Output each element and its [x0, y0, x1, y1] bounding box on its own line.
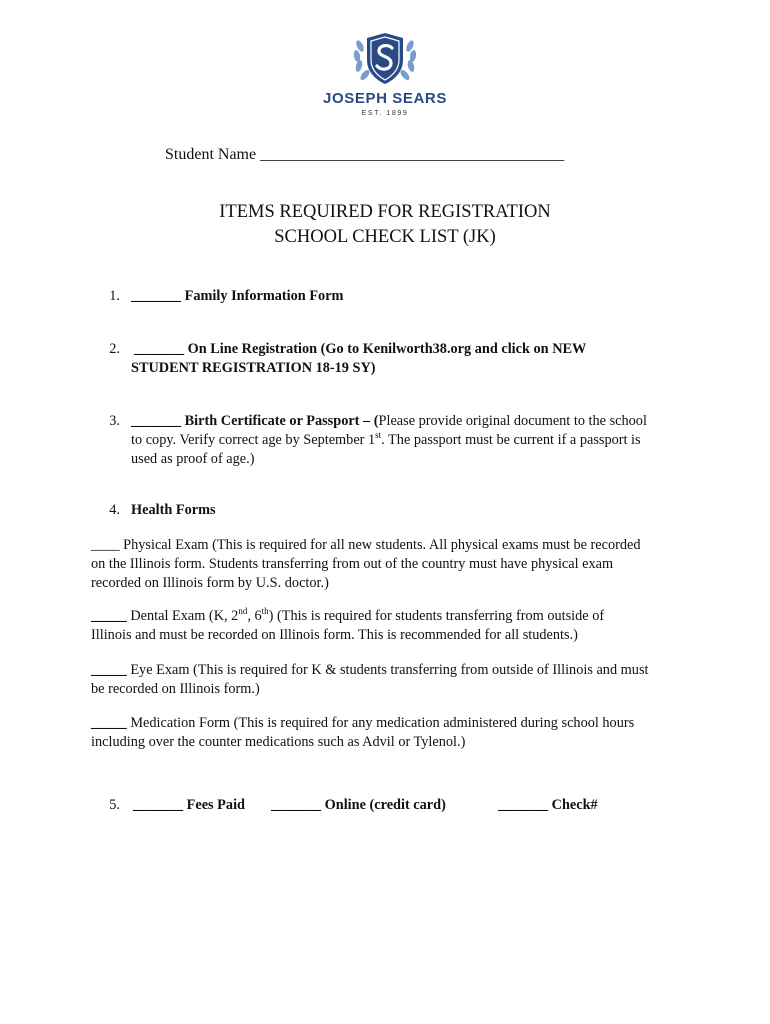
- check-blank: _______: [131, 413, 182, 429]
- item-label-continued: STUDENT REGISTRATION 18-19 SY): [131, 360, 376, 376]
- health-physical-exam: [91, 536, 691, 593]
- item-number: 1.: [109, 288, 120, 304]
- paragraph-text: Eye Exam (This is required for K & students transferring from outside of Illinois and must: [130, 662, 649, 678]
- paragraph-text: Dental Exam (K, 2: [130, 608, 239, 624]
- item-description: Please provide original document to the school: [378, 413, 647, 429]
- student-name-label: Student Name: [165, 146, 257, 163]
- health-dental-exam: [91, 607, 691, 645]
- check-blank: _______: [271, 797, 322, 813]
- paragraph-text: , 6: [247, 608, 262, 624]
- student-name-line: ______________________________________: [260, 146, 565, 163]
- paragraph-text: Medication Form (This is required for any medication administered during school hours: [130, 715, 635, 731]
- item-number: 5.: [109, 797, 120, 813]
- check-blank: _____: [91, 608, 127, 624]
- item-label: Health Forms: [131, 502, 216, 518]
- paragraph-text: Physical Exam (This is required for all new students. All physical exams must be recorded: [123, 537, 641, 553]
- superscript: nd: [238, 606, 248, 617]
- superscript: st: [375, 430, 382, 441]
- item-label: On Line Registration (Go to Kenilworth38.org and click on NEW: [187, 341, 587, 357]
- online-payment-label: Online (credit card): [324, 797, 446, 813]
- item-description: . The passport must be current if a passport is: [381, 432, 641, 448]
- student-name-field: [165, 145, 564, 165]
- shield-s-crest-icon: [350, 30, 420, 88]
- paragraph-text: on the Illinois form. Students transferring from out of the country must have physical exam: [91, 556, 614, 572]
- paragraph-text: recorded on Illinois form by U.S. doctor.): [91, 575, 329, 591]
- superscript: th: [261, 606, 269, 617]
- page-title: ITEMS REQUIRED FOR REGISTRATION: [219, 202, 551, 222]
- item-number: 3.: [109, 413, 120, 429]
- paragraph-text: Illinois and must be recorded on Illinois form. This is recommended for all students.): [91, 627, 578, 643]
- item-number: 4.: [109, 502, 120, 518]
- check-payment-label: Check#: [551, 797, 598, 813]
- item-label: Birth Certificate or Passport – (: [184, 413, 379, 429]
- item-description: to copy. Verify correct age by September 1: [131, 432, 376, 448]
- established-year: EST. 1899: [361, 110, 409, 117]
- paragraph-text: including over the counter medications such as Advil or Tylenol.): [91, 734, 466, 750]
- check-blank: _____: [91, 715, 127, 731]
- check-blank: _______: [131, 288, 182, 304]
- paragraph-text: ) (This is required for students transferring from outside of: [268, 608, 605, 624]
- check-blank: ____: [91, 537, 120, 553]
- item-number: 2.: [109, 341, 120, 357]
- fees-paid-label: Fees Paid: [186, 797, 245, 813]
- health-eye-exam: [91, 661, 691, 699]
- school-name: JOSEPH SEARS: [323, 90, 447, 107]
- check-blank: _____: [91, 662, 127, 678]
- health-medication-form: [91, 714, 691, 752]
- check-blank: _______: [498, 797, 549, 813]
- item-label: Family Information Form: [184, 288, 344, 304]
- item-description: used as proof of age.): [131, 451, 255, 467]
- check-blank: _______: [133, 797, 184, 813]
- school-logo: [0, 30, 770, 119]
- page-subtitle: SCHOOL CHECK LIST (JK): [274, 227, 496, 247]
- check-blank: _______: [134, 341, 185, 357]
- paragraph-text: be recorded on Illinois form.): [91, 681, 260, 697]
